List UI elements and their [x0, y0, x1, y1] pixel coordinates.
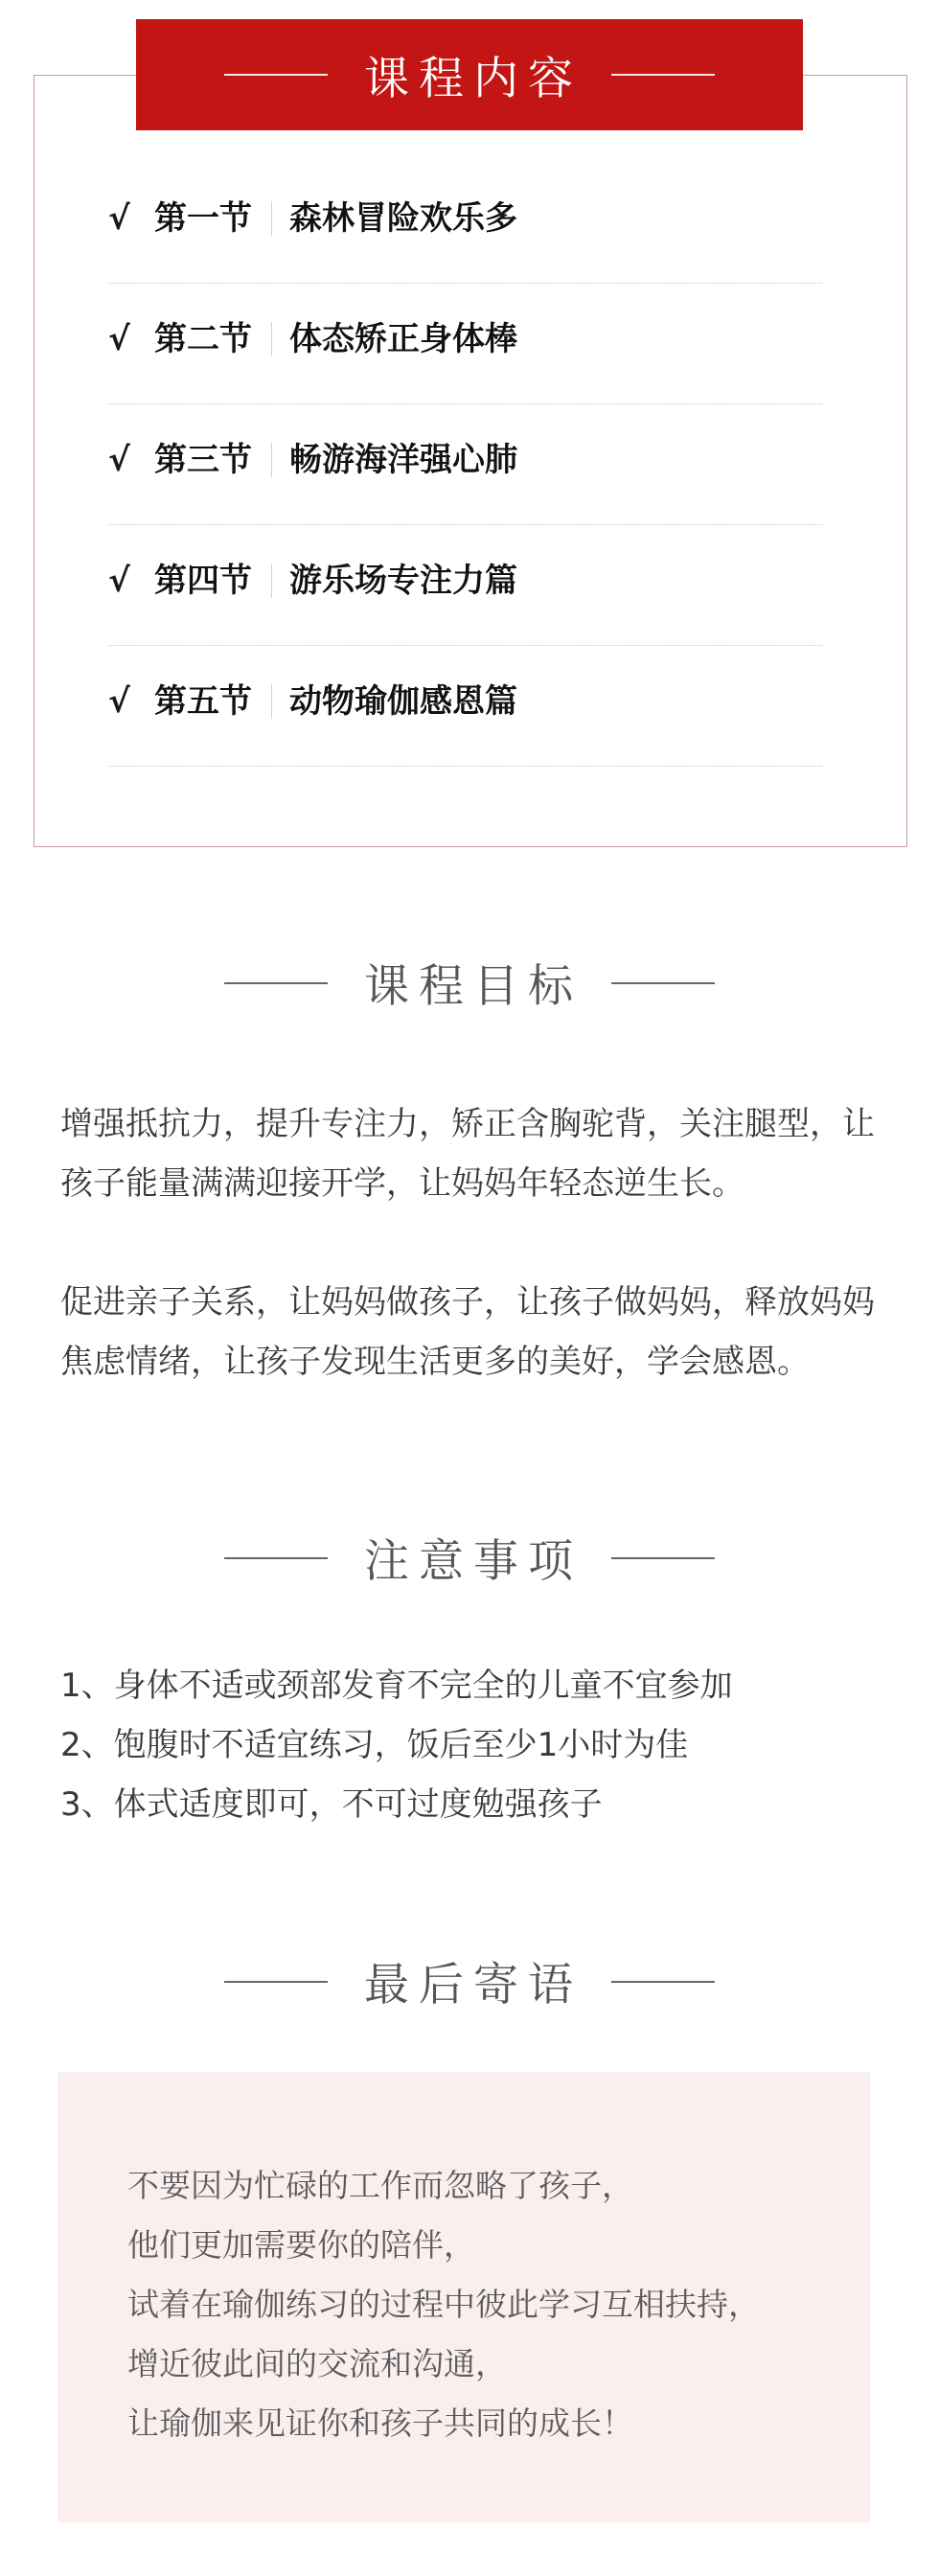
closing-message-box	[57, 2072, 870, 2522]
heading-line-right	[611, 1981, 715, 1983]
goals-heading	[0, 951, 939, 1015]
note-item-2: 2、饱腹时不适宜练习，饭后至少1小时为佳	[60, 1726, 689, 1764]
lesson-title: 森林冒险欢乐多	[289, 199, 517, 238]
lesson-list	[108, 163, 822, 767]
lesson-number: 第三节	[154, 441, 252, 479]
closing-line-3: 试着在瑜伽练习的过程中彼此学习互相扶持，	[127, 2286, 760, 2323]
heading-line-left	[224, 982, 328, 984]
notes-heading	[0, 1526, 939, 1590]
banner-line-right	[611, 74, 715, 76]
lesson-item-1	[108, 163, 822, 284]
note-item-1: 1、身体不适或颈部发育不完全的儿童不宜参加	[60, 1667, 733, 1705]
check-mark-icon: √	[108, 199, 130, 238]
lesson-divider	[271, 564, 272, 598]
lesson-number: 第五节	[154, 682, 252, 721]
closing-title: 最后寄语	[364, 1959, 583, 2012]
closing-line-5: 让瑜伽来见证你和孩子共同的成长！	[127, 2404, 633, 2442]
check-mark-icon: √	[108, 441, 130, 479]
note-item-3: 3、体式适度即可，不可过度勉强孩子	[60, 1785, 603, 1824]
lesson-divider	[271, 201, 272, 236]
lesson-title: 游乐场专注力篇	[289, 562, 517, 600]
closing-message-lines	[127, 2156, 760, 2453]
goals-paragraph-1: 增强抵抗力，提升专注力，矫正含胸驼背，关注腿型，让孩子能量满满迎接开学，让妈妈年轻态逆生长。	[60, 1105, 875, 1203]
closing-line-4: 增近彼此间的交流和沟通，	[127, 2345, 507, 2382]
goals-title: 课程目标	[364, 960, 583, 1013]
closing-line-1: 不要因为忙碌的工作而忽略了孩子，	[127, 2167, 633, 2204]
lesson-divider	[271, 322, 272, 356]
heading-line-right	[611, 982, 715, 984]
lesson-title: 动物瑜伽感恩篇	[289, 682, 517, 721]
lesson-item-2	[108, 284, 822, 404]
lesson-title: 体态矫正身体棒	[289, 320, 517, 358]
lesson-divider	[271, 443, 272, 477]
course-content-banner	[136, 19, 803, 130]
course-content-title: 课程内容	[364, 52, 583, 105]
notes-title: 注意事项	[364, 1535, 583, 1588]
lesson-number: 第二节	[154, 320, 252, 358]
lesson-item-3	[108, 404, 822, 525]
check-mark-icon: √	[108, 562, 130, 600]
heading-line-left	[224, 1557, 328, 1559]
check-mark-icon: √	[108, 682, 130, 721]
goals-paragraph-2: 促进亲子关系，让妈妈做孩子，让孩子做妈妈，释放妈妈焦虑情绪，让孩子发现生活更多的美好，学会感恩。	[60, 1283, 875, 1381]
heading-line-left	[224, 1981, 328, 1983]
closing-line-2: 他们更加需要你的陪伴，	[127, 2226, 475, 2264]
notes-list	[60, 1656, 904, 1834]
heading-line-right	[611, 1557, 715, 1559]
banner-line-left	[224, 74, 328, 76]
closing-heading	[0, 1949, 939, 2013]
check-mark-icon: √	[108, 320, 130, 358]
lesson-divider	[271, 684, 272, 719]
lesson-number: 第一节	[154, 199, 252, 238]
lesson-title: 畅游海洋强心肺	[289, 441, 517, 479]
lesson-item-5	[108, 646, 822, 767]
lesson-item-4	[108, 525, 822, 646]
lesson-number: 第四节	[154, 562, 252, 600]
